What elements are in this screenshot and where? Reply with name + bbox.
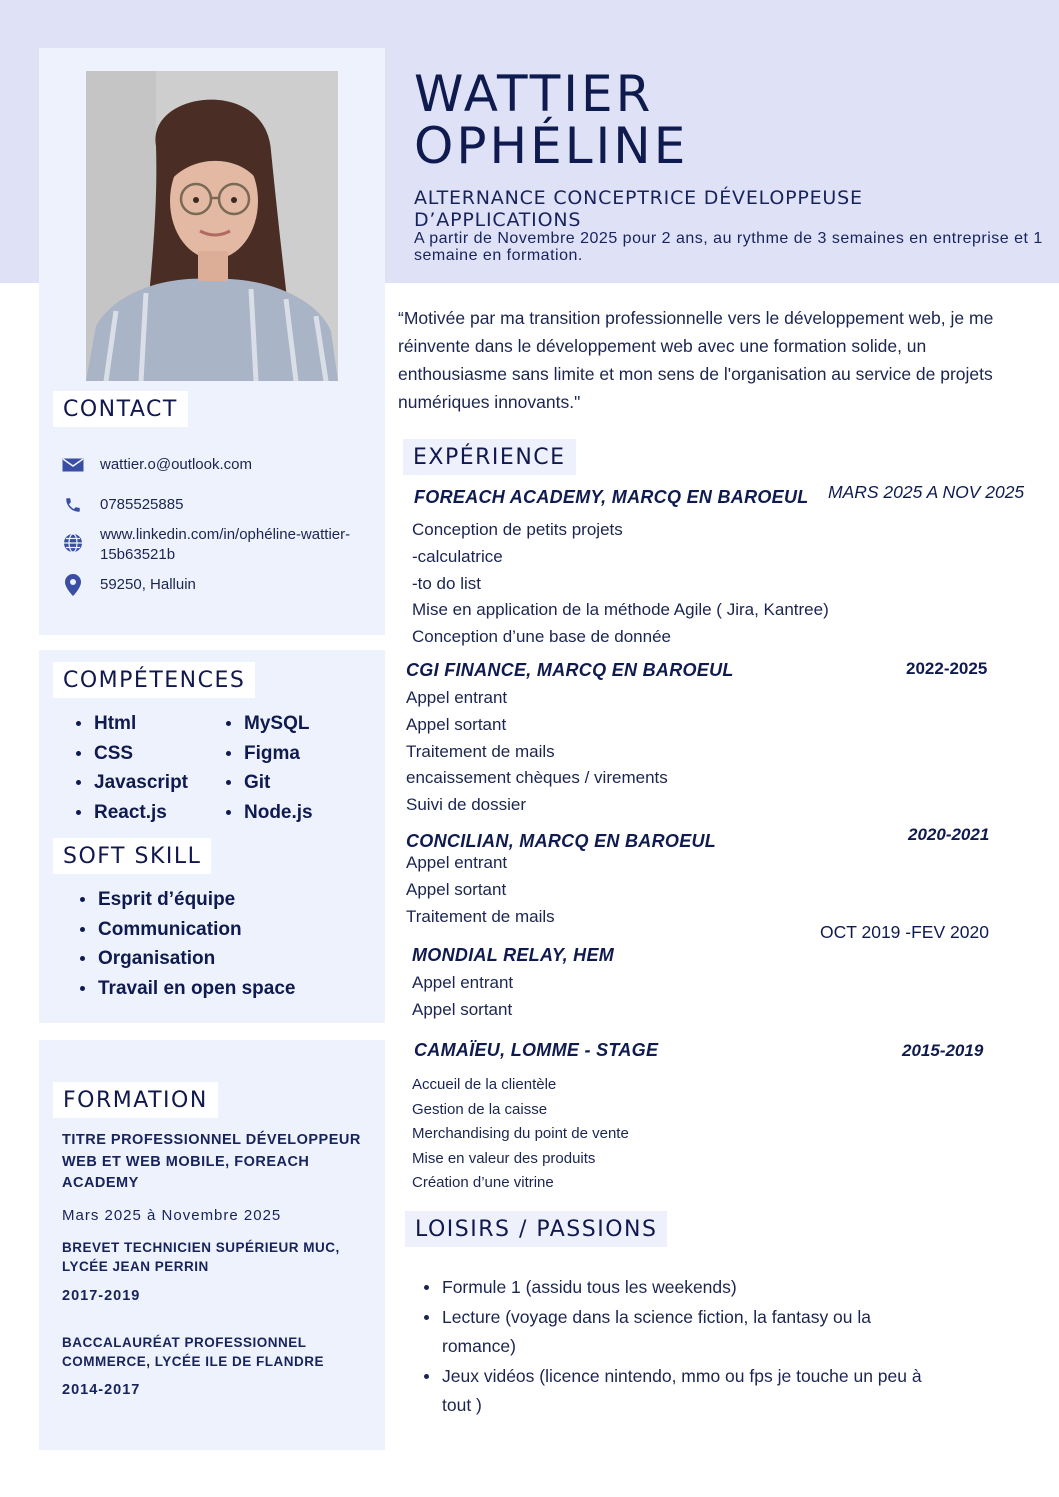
skill-item: CSS — [74, 739, 224, 769]
job-company: FOREACH ACADEMY, MARCQ EN BAROEUL — [414, 487, 809, 507]
job-detail-line: encaissement chèques / virements — [406, 768, 668, 788]
skill-item: Figma — [224, 739, 374, 769]
experience-heading: EXPÉRIENCE — [403, 439, 576, 475]
skill-item: MySQL — [224, 709, 374, 739]
job-detail-line: Appel entrant — [412, 973, 514, 992]
job-company: CGI FINANCE, MARCQ EN BAROEUL — [406, 660, 734, 680]
job-detail-line: Appel sortant — [406, 879, 507, 899]
phone-text: 0785525885 — [100, 496, 184, 513]
formation-date: 2017-2019 — [62, 1288, 141, 1304]
profile-photo — [86, 71, 338, 381]
summary-text: “Motivée par ma transition professionnelle vers le développement web, je me réinvente dans le développement web avec une formation solide, un enthousiasme sans limite et mon sens de l'organisation au service de projets numériques innovants." — [398, 308, 994, 412]
portrait-image — [86, 71, 338, 381]
linkedin-text: www.linkedin.com/in/ophéline-wattier-15b63521b — [100, 526, 351, 563]
job-detail-line: -to do list — [412, 573, 481, 593]
location-pin-icon — [62, 575, 84, 595]
skill-item: Html — [74, 709, 224, 739]
job-subtitle: A partir de Novembre 2025 pour 2 ans, au rythme de 3 semaines en entreprise et 1 semaine en formation. — [414, 230, 1043, 264]
email-icon — [62, 455, 84, 475]
job-detail-line: Appel entrant — [406, 853, 508, 872]
candidate-name — [414, 65, 689, 175]
formation-title: BACCALAURÉAT PROFESSIONNEL COMMERCE, LYCÉE ILE DE FLANDRE — [62, 1335, 325, 1369]
hobbies-heading: LOISIRS / PASSIONS — [405, 1211, 667, 1247]
job-date: 2015-2019 — [902, 1041, 984, 1060]
soft-skill-heading: SOFT SKILL — [53, 838, 211, 874]
job-company: CAMAÏEU, LOMME - STAGE — [414, 1040, 659, 1060]
job-detail-line: Appel entrant — [406, 688, 508, 707]
job-detail-line: Accueil de la clientèle — [412, 1076, 557, 1093]
job-detail-line: Suivi de dossier — [406, 795, 527, 815]
job-company: MONDIAL RELAY, HEM — [412, 945, 615, 965]
job-detail-line: Appel sortant — [412, 999, 513, 1019]
hobby-item: Formule 1 (assidu tous les weekends) — [424, 1273, 924, 1303]
job-detail-line: Conception de petits projets — [412, 520, 623, 539]
job-detail-line: Création d’une vitrine — [412, 1174, 554, 1191]
hobby-item: Lecture (voyage dans la science fiction, la fantasy ou la romance) — [424, 1303, 924, 1362]
job-detail-line: Traitement de mails — [406, 906, 555, 926]
first-name: OPHÉLINE — [414, 117, 689, 175]
skill-item: React.js — [74, 798, 224, 828]
soft-skill-item: Organisation — [78, 944, 378, 974]
soft-skill-item: Communication — [78, 915, 378, 945]
job-company: CONCILIAN, MARCQ EN BAROEUL — [406, 831, 717, 851]
job-detail-line: Mise en valeur des produits — [412, 1149, 596, 1167]
address-text: 59250, Halluin — [100, 576, 196, 593]
job-details — [412, 517, 829, 651]
hobbies-list — [424, 1273, 924, 1421]
job-details — [412, 970, 513, 1024]
job-detail-line: Mise en application de la méthode Agile ( Jira, Kantree) — [412, 600, 829, 620]
job-detail-line: Appel sortant — [406, 714, 507, 734]
job-details — [412, 1073, 629, 1196]
job-detail-line: -calculatrice — [412, 546, 503, 566]
formation-title: TITRE PROFESSIONNEL DÉVELOPPEUR WEB ET WEB MOBILE, FOREACH ACADEMY — [62, 1132, 361, 1191]
job-details — [406, 850, 555, 930]
job-date: 2020-2021 — [908, 825, 990, 844]
skills-list-1 — [74, 709, 224, 827]
skills-heading: COMPÉTENCES — [53, 662, 255, 698]
contact-email[interactable] — [62, 455, 370, 475]
skill-item: Javascript — [74, 768, 224, 798]
job-detail-line: Gestion de la caisse — [412, 1100, 548, 1118]
job-detail-line: Traitement de mails — [406, 741, 555, 761]
phone-icon — [62, 495, 84, 515]
contact-heading: CONTACT — [53, 391, 188, 427]
email-text: wattier.o@outlook.com — [100, 456, 252, 473]
soft-skill-item: Travail en open space — [78, 974, 378, 1004]
globe-icon — [62, 533, 84, 553]
formation-heading: FORMATION — [53, 1082, 218, 1118]
formation-date: Mars 2025 à Novembre 2025 — [62, 1207, 282, 1224]
job-detail-line: Conception d’une base de donnée — [412, 627, 671, 647]
hobby-item: Jeux vidéos (licence nintendo, mmo ou fps je touche un peu à tout ) — [424, 1362, 924, 1421]
soft-skill-item: Esprit d’équipe — [78, 885, 378, 915]
formation-date: 2014-2017 — [62, 1382, 141, 1398]
job-detail-line: Merchandising du point de vente — [412, 1125, 629, 1142]
contact-address — [62, 575, 370, 595]
contact-linkedin[interactable] — [62, 525, 370, 565]
job-title: ALTERNANCE CONCEPTRICE DÉVELOPPEUSE D’APPLICATIONS — [414, 187, 863, 231]
skill-item: Node.js — [224, 798, 374, 828]
job-details — [406, 685, 668, 819]
job-date: MARS 2025 A NOV 2025 — [828, 482, 1025, 502]
job-date: OCT 2019 -FEV 2020 — [820, 922, 989, 942]
soft-skill-list — [78, 885, 378, 1003]
skills-list-2 — [224, 709, 374, 827]
contact-phone[interactable] — [62, 495, 370, 515]
job-date: 2022-2025 — [906, 659, 988, 678]
last-name: WATTIER — [414, 65, 654, 123]
skill-item: Git — [224, 768, 374, 798]
formation-title: BREVET TECHNICIEN SUPÉRIEUR MUC, LYCÉE JEAN PERRIN — [62, 1240, 340, 1274]
